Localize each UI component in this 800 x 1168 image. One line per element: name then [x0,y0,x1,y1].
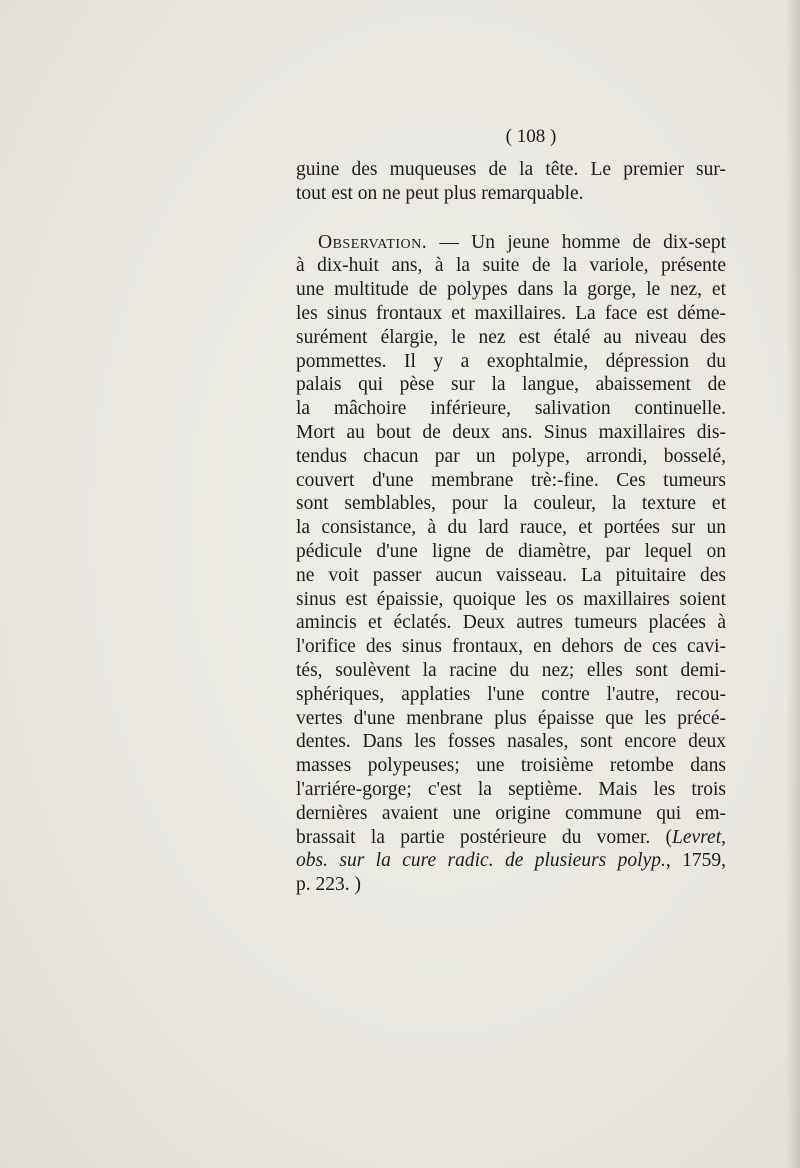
text-line [296,826,726,850]
text-line: palais qui pèse sur la langue, abaissement de [296,374,726,396]
text-line: pédicule d'une ligne de diamètre, par lequel on [296,540,726,562]
text-line: les sinus frontaux et maxillaires. La face est déme- [296,302,726,324]
text-line [296,849,726,873]
text-line: l'arriére-gorge; c'est la septième. Mais les trois [296,778,726,800]
text-line: tout est on ne peut plus remarquable. [296,182,584,204]
text-line: amincis et éclatés. Deux autres tumeurs placées à [296,612,726,634]
citation-year: , 1759, [665,850,726,872]
citation-author: Levret, [672,826,726,848]
text-line: couvert d'une membrane trè:-fine. Ces tumeurs [296,469,726,491]
text-line: dernières avaient une origine commune qui em- [296,802,726,824]
text-line: sont semblables, pour la couleur, la texture et [296,493,726,515]
text-line: la consistance, à du lard rauce, et portées sur un [296,517,726,539]
text-line: masses polypeuses; une troisième retombe dans [296,755,726,777]
observation-first-line: — Un jeune homme de dix-sept [427,231,726,253]
page-edge-shadow [786,0,800,1168]
text-line: pommettes. Il y a exophtalmie, dépression du [296,350,726,372]
text-line: tendus chacun par un polype, arrondi, bosselé, [296,445,726,467]
paragraph-continuation [296,158,726,206]
text-line: sinus est épaissie, quoique les os maxillaires soient [296,588,726,610]
observation-label: Observation. [318,231,428,253]
text-line: à dix-huit ans, à la suite de la variole, présente [296,255,726,277]
observation-paragraph [296,231,726,897]
text-line: l'orifice des sinus frontaux, en dehors de ces cavi- [296,636,726,658]
text-line: ne voit passer aucun vaisseau. La pituitaire des [296,564,726,586]
page-text [296,120,726,897]
text-line [296,231,726,255]
text-line: Mort au bout de deux ans. Sinus maxillaires dis- [296,421,726,443]
citation-lead: brassait la partie postérieure du vomer. ( [296,826,673,848]
page-number: ( 108 ) [505,126,557,147]
text-line: surément élargie, le nez est étalé au niveau des [296,326,726,348]
text-line: tés, soulèvent la racine du nez; elles sont demi- [296,659,726,681]
text-line: une multitude de polypes dans la gorge, le nez, et [296,279,726,301]
text-line: dentes. Dans les fosses nasales, sont encore deux [296,731,726,753]
text-line: p. 223. ) [296,874,361,896]
citation-title: obs. sur la cure radic. de plusieurs polyp. [296,850,666,872]
text-line: guine des muqueuses de la tête. Le premier sur- [296,159,726,180]
text-line: sphériques, applaties l'une contre l'autre, recou- [296,683,726,705]
text-line: vertes d'une menbrane plus épaisse que les précé- [296,707,726,729]
text-line: la mâchoire inférieure, salivation continuelle. [296,398,726,420]
